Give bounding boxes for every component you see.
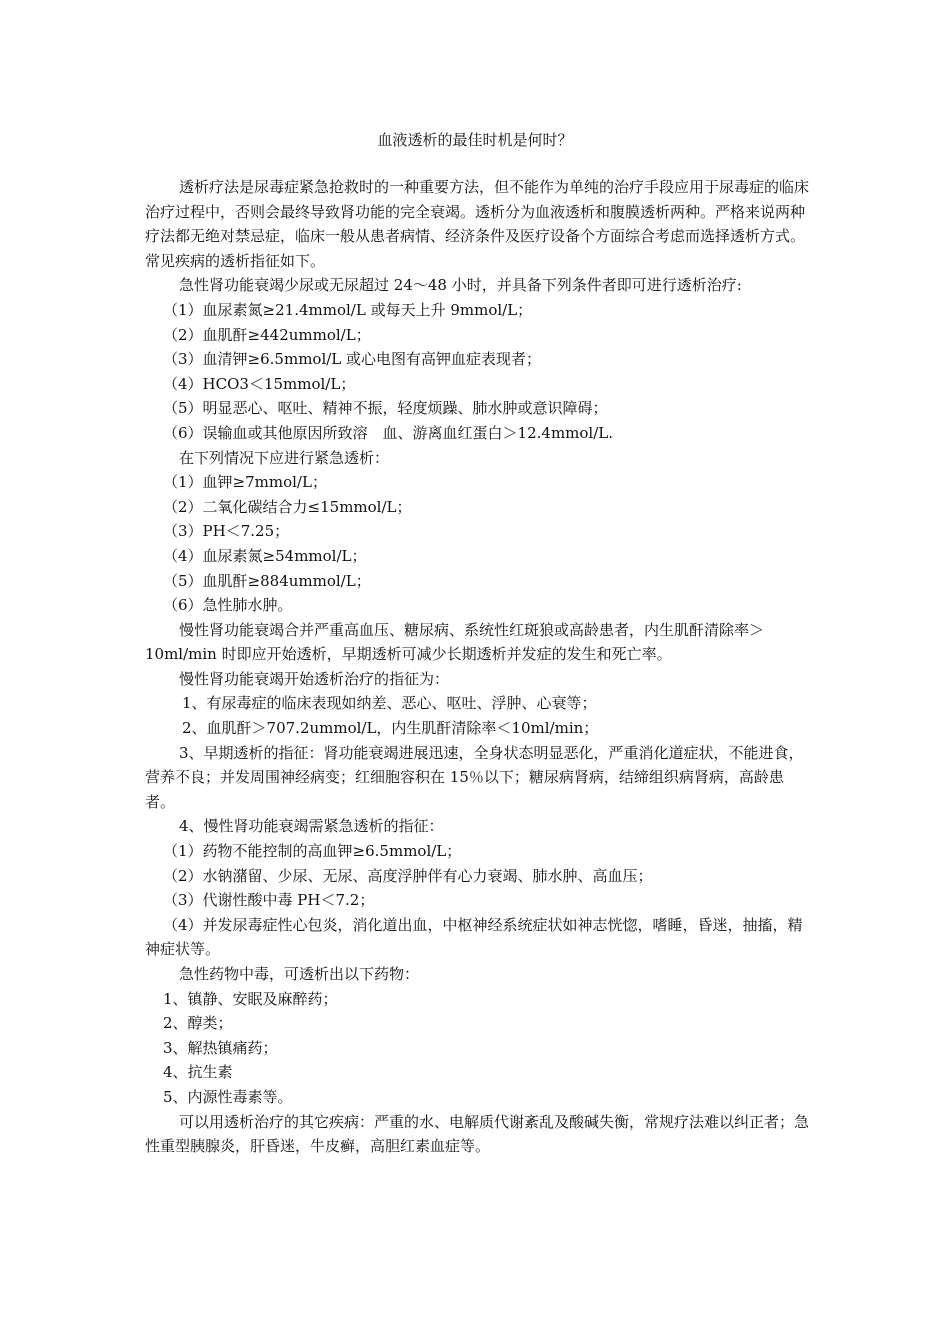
paragraph-early-criteria: 3、早期透析的指征：肾功能衰竭进展迅速，全身状态明显恶化，严重消化道症状，不能进食，营养不良；并发周围神经病变；红细胞容积在 15％以下；糖尿病肾病，结缔组织病肾病，高龄患者。 [145,743,804,811]
list-item: （3）血清钾≥6.5mmol/L 或心电图有高钾血症表现者； [163,350,542,369]
list-item: （1）药物不能控制的高血钾≥6.5mmol/L； [163,842,462,861]
list-item: （5）血肌酐≥884ummol/L； [163,571,371,590]
list-item: （3）代谢性酸中毒 PH＜7.2； [163,891,375,910]
list-item: （2）血肌酐≥442ummol/L； [163,325,371,344]
list-item: 1、有尿毒症的临床表现如纳差、恶心、呕吐、浮肿、心衰等； [182,694,597,713]
list-item: 2、醇类； [163,1014,233,1033]
paragraph-drug-heading: 急性药物中毒，可透析出以下药物： [179,965,420,983]
list-item: （2）水钠潴留、少尿、无尿、高度浮肿伴有心力衰竭、肺水肿、高血压； [163,866,653,885]
paragraph-intro: 透析疗法是尿毒症紧急抢救时的一种重要方法，但不能作为单纯的治疗手段应用于尿毒症的临床治疗过程中，否则会最终导致肾功能的完全衰竭。透析分为血液透析和腹膜透析两种。严格来说两种疗法都无绝对禁忌症，临床一般从患者病情、经济条件及医疗设备个方面综合考虑而选择透析方式。常见疾病的透析指征如下。 [145,178,810,270]
list-item: （4）血尿素氮≥54mmol/L； [163,546,367,565]
paragraph-chronic-emergency-heading: 4、慢性肾功能衰竭需紧急透析的指征： [179,817,444,836]
list-item: （5）明显恶心、呕吐、精神不振，轻度烦躁、肺水肿或意识障碍； [163,399,608,418]
list-item: （1）血尿素氮≥21.4mmol/L 或每天上升 9mmol/L； [163,300,533,319]
list-item: （4）HCO3＜15mmol/L； [163,374,356,393]
list-item: （6）误输血或其他原因所致溶 血、游离血红蛋白＞12.4mmol/L. [163,423,614,442]
paragraph-chronic-early: 慢性肾功能衰竭合并严重高血压、糖尿病、系统性红斑狼或高龄患者，内生肌酐清除率＞10ml/min 时即应开始透析，早期透析可减少长期透析并发症的发生和死亡率。 [145,620,765,664]
paragraph-other-diseases: 可以用透析治疗的其它疾病：严重的水、电解质代谢紊乱及酸碱失衡，常规疗法难以纠正者；急性重型胰腺炎，肝昏迷，牛皮癣，高胆红素血症等。 [145,1112,810,1156]
list-item: （3）PH＜7.25； [163,522,290,541]
list-item: 3、解热镇痛药； [163,1038,278,1057]
document-body [145,175,811,1159]
paragraph-acute-criteria-heading: 急性肾功能衰竭少尿或无尿超过 24～48 小时，并具备下列条件者即可进行透析治疗: [179,276,742,295]
list-item: （6）急性肺水肿。 [163,596,293,615]
paragraph-emergency-heading: 在下列情况下应进行紧急透析： [179,448,390,467]
paragraph-chronic-heading: 慢性肾功能衰竭开始透析治疗的指征为： [179,669,450,688]
list-item: （2）二氧化碳结合力≤15mmol/L； [163,497,412,516]
list-item: 4、抗生素 [163,1063,233,1082]
list-item: （4）并发尿毒症性心包炎，消化道出血，中枢神经系统症状如神志恍惚，嗜睡，昏迷，抽搐，精神症状等。 [145,915,803,959]
list-item: （1）血钾≥7mmol/L； [163,473,327,492]
document-title: 血液透析的最佳时机是何时？ [377,131,573,149]
list-item: 2、血肌酐＞707.2ummol/L，内生肌酐清除率＜10ml/min； [182,719,599,738]
list-item: 5、内源性毒素等。 [163,1087,293,1106]
list-item: 1、镇静、安眠及麻醉药； [163,989,338,1008]
